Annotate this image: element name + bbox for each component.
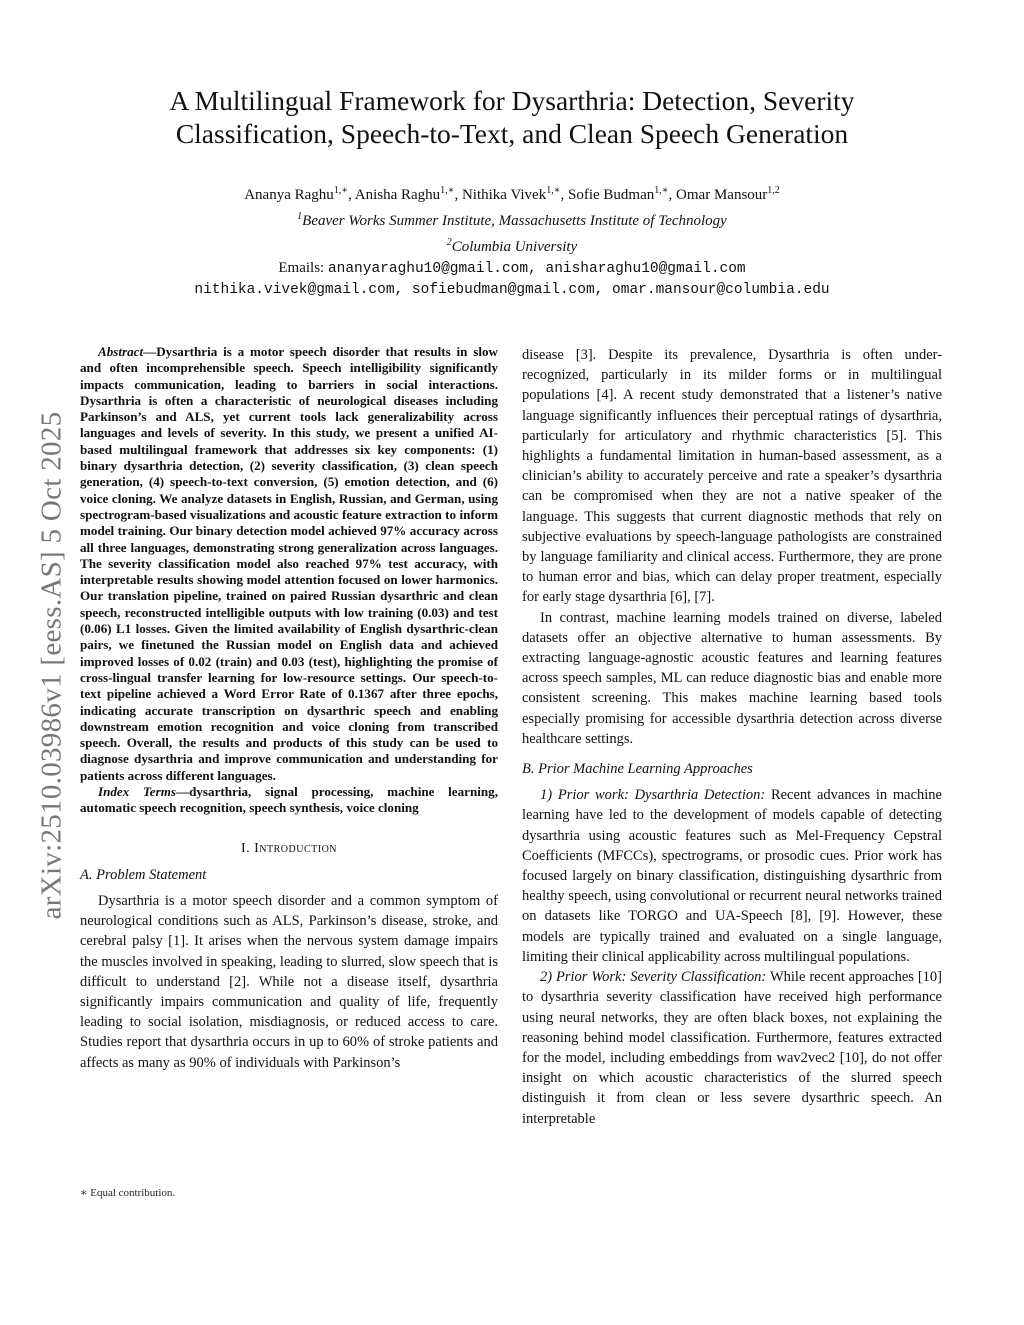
affiliation-2 bbox=[100, 232, 924, 258]
author-name: Omar Mansour bbox=[676, 187, 768, 203]
section-heading: I. Introduction bbox=[240, 840, 338, 856]
author-name: Nithika Vivek bbox=[461, 187, 547, 203]
title-line-1: A Multilingual Framework for Dysarthria: Detection, Severity bbox=[169, 85, 855, 116]
footnote: ∗ Equal contribution. bbox=[80, 1187, 176, 1199]
affiliation-text: Columbia University bbox=[451, 239, 578, 255]
right-column bbox=[522, 345, 942, 1129]
abstract bbox=[80, 344, 498, 784]
emails-line-2: nithika.vivek@gmail.com, sofiebudman@gmail.com, omar.mansour@columbia.edu bbox=[194, 282, 830, 298]
paragraph-text: Recent advances in machine learning have led to the development of models capable of detecting dysarthria using acoustic features such as Mel-Frequency Cepstral Coefficients (MFCCs), spectrograms, or prosodic cues. Prior work has focused largely on binary classification, distinguishing dysarthric from healthy speech, using convolutional or recurrent neural networks trained on datasets like TORGO and UA-Speech [8], [9]. However, these models are typically trained and evaluated on a single language, limiting their clinical applicability across multilingual populations. bbox=[522, 787, 942, 965]
paragraph-text: While recent approaches [10] to dysarthria severity classification have received high performance using neural networks, they are often black boxes, not explaining the reasoning behind model classification. Furthermore, features extracted for the model, including embeddings from wav2vec2 [10], do not offer insight on which acoustic characteristics of the slurred speech distinguish it from clean or less severe dysarthric speech. An interpretable bbox=[522, 969, 942, 1127]
paper-title bbox=[100, 84, 924, 150]
subsubsection-heading: 2) Prior Work: Severity Classification: bbox=[540, 969, 767, 986]
body-paragraph: In contrast, machine learning models trained on diverse, labeled datasets offer an objective alternative to human assessments. By extracting language-agnostic acoustic features and learning features across speech samples, ML can reduce diagnostic bias and enable more consistent screening. This makes machine learning based tools especially promising for accessible dysarthria detection across diverse healthcare settings. bbox=[522, 609, 942, 747]
arxiv-identifier bbox=[36, 365, 68, 965]
subsubsection-heading: 1) Prior work: Dysarthria Detection: bbox=[540, 787, 766, 804]
title-line-2: Classification, Speech-to-Text, and Clean Speech Generation bbox=[175, 118, 849, 149]
emails-label: Emails: bbox=[278, 260, 325, 276]
left-column bbox=[80, 344, 498, 1073]
author-block bbox=[100, 180, 924, 301]
index-terms-label: Index Terms bbox=[98, 784, 176, 800]
affiliation-sup: 2 bbox=[446, 237, 452, 248]
author-sup: 1,2 bbox=[767, 185, 780, 196]
author-sup: 1,∗ bbox=[654, 185, 669, 196]
abstract-text: —Dysarthria is a motor speech disorder that results in slow and often incomprehensible speech. Speech intelligibility significantly impacts communication, leading to barriers in social interactions. Dysarthria is often a characteristic of neurological diseases including Parkinson’s and ALS, yet current tools lack generalizability across languages and levels of severity. In this study, we present a unified AI-based multilingual framework that addresses six key components: (1) binary dysarthria detection, (2) severity classification, (3) clean speech generation, (4) speech-to-text conversion, (5) emotion detection, and (6) voice cloning. We analyze datasets in English, Russian, and German, using spectrogram-based visualizations and acoustic feature extraction to inform model training. Our binary detection model achieved 97% accuracy across all three languages, demonstrating strong generalization across languages. The severity classification model also reached 97% test accuracy, with interpretable results showing model attention focused on lower harmonics. Our translation pipeline, trained on paired Russian dysarthric and clean speech, reconstructed intelligible outputs with low training (0.03) and test (0.06) L1 losses. Given the limited availability of English dysarthric-clean pairs, we finetuned the Russian model on English data and achieved improved losses of 0.02 (train) and 0.03 (test), highlighting the promise of cross-lingual transfer learning for low-resource settings. Our speech-to-text pipeline achieved a Word Error Rate of 0.1367 after three epochs, indicating accurate transcription on dysarthric speech and enabling downstream emotion recognition and voice cloning from transcribed speech. Overall, the results and products of this study can be used to diagnose dysarthria and improve communication and understanding for patients across different languages. bbox=[80, 344, 498, 783]
author-sup: 1,∗ bbox=[333, 185, 349, 196]
author-name: Sofie Budman bbox=[568, 187, 655, 203]
subsection-heading: B. Prior Machine Learning Approaches bbox=[522, 761, 753, 778]
index-terms bbox=[80, 784, 498, 817]
affiliation-1 bbox=[100, 206, 924, 232]
emails-line-1 bbox=[100, 258, 924, 280]
author-sup: 1,∗ bbox=[546, 185, 561, 196]
index-terms-text: —dysarthria, signal processing, machine learning, automatic speech recognition, speech synthesis, voice cloning bbox=[80, 784, 498, 816]
body-paragraph bbox=[522, 967, 942, 1129]
body-paragraph: disease [3]. Despite its prevalence, Dysarthria is often under-recognized, particularly in its milder forms or in multilingual populations [4]. A recent study demonstrated that a listener’s native language significantly influences their perceptual ratings of dysarthria, particularly for articulatory and rhythmic characteristics [5]. This highlights a fundamental limitation in human-based assessment, as a clinician’s ability to accurately perceive and rate a speaker’s dysarthria can be compromised when they are not a native speaker of the language. This suggests that current diagnostic methods that rely on subjective evaluations by speech-language pathologists are constrained by language familiarity and clinical access. Furthermore, they are prone to human error and bias, which can delay proper treatment, especially for early stage dysarthria [6], [7]. bbox=[522, 347, 942, 606]
body-paragraph: Dysarthria is a motor speech disorder and a common symptom of neurological conditions such as ALS, Parkinson’s disease, stroke, and cerebral palsy [1]. It arises when the nervous system damage impairs the muscles involved in speaking, leading to slurred, slow speech that is difficult to understand [2]. While not a disease itself, dysarthria significantly impairs communication and quality of life, frequently leading to social isolation, misdiagnosis, or reduced access to care. Studies report that dysarthria occurs in up to 60% of stroke patients and affects as many as 90% of individuals with Parkinson’s bbox=[80, 893, 498, 1071]
affiliation-sup: 1 bbox=[297, 211, 303, 222]
body-paragraph bbox=[522, 785, 942, 967]
arxiv-identifier-text: arXiv:2510.03986v1 [eess.AS] 5 Oct 2025 bbox=[35, 411, 68, 919]
author-list: Ananya Raghu$^{1,∗}$, Anisha Raghu$^{1,∗}$, Nithika Vivek$^{1,∗}$, Sofie Budman$^{1,∗}$, Omar Mansour$^{1,2}$ bbox=[244, 185, 780, 203]
affiliation-text: Beaver Works Summer Institute, Massachusetts Institute of Technology bbox=[302, 213, 727, 229]
abstract-label: Abstract bbox=[98, 344, 144, 359]
author-sup: 1,∗ bbox=[440, 185, 455, 196]
author-name: Ananya Raghu bbox=[244, 187, 334, 203]
email-addresses: ananyaraghu10@gmail.com, anisharaghu10@gmail.com bbox=[327, 261, 746, 277]
subsection-heading: A. Problem Statement bbox=[80, 866, 207, 883]
author-name: Anisha Raghu bbox=[354, 187, 441, 203]
